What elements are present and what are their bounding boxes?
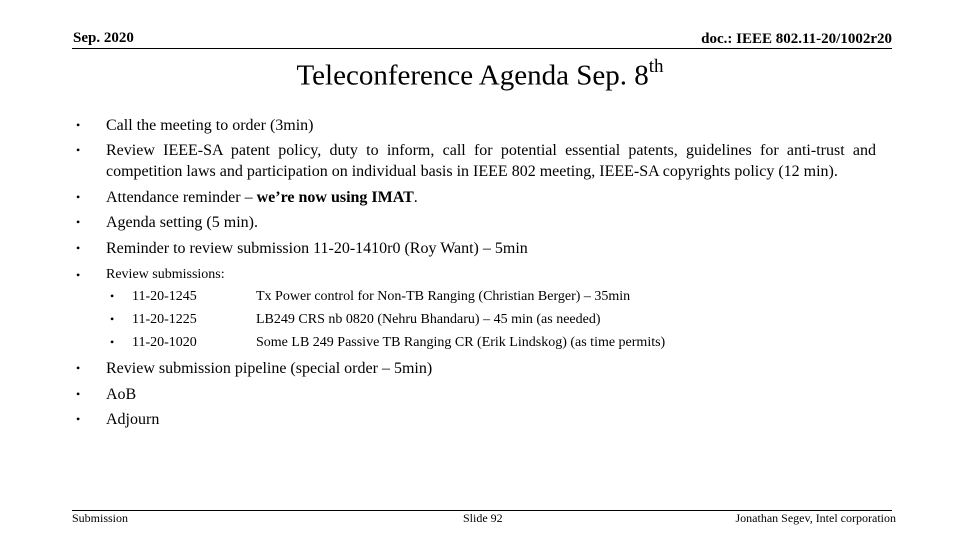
- agenda-item-text: Review submissions:: [106, 267, 225, 282]
- slide-title: [0, 58, 960, 93]
- agenda-item-text: AoB: [106, 385, 137, 403]
- agenda-item-text: Attendance reminder –: [106, 188, 257, 206]
- agenda-item-submissions: [76, 265, 876, 285]
- bullet-icon: •: [110, 312, 115, 326]
- footer-author: Jonathan Segev, Intel corporation: [735, 511, 896, 525]
- agenda-item-text: Agenda setting (5 min).: [106, 214, 258, 231]
- bullet-icon: •: [76, 361, 81, 375]
- bullet-icon: •: [76, 268, 81, 282]
- bullet-icon: •: [76, 386, 81, 401]
- submission-doc-number: 11-20-1225: [132, 312, 197, 327]
- submission-doc-number: 11-20-1020: [132, 335, 197, 350]
- bullet-icon: •: [110, 289, 115, 303]
- agenda-item: [76, 187, 876, 209]
- submission-description: LB249 CRS nb 0820 (Nehru Bhandaru) – 45 min (as needed): [256, 312, 601, 327]
- bullet-icon: •: [76, 240, 81, 255]
- footer-submission: Submission: [72, 511, 129, 525]
- bullet-icon: •: [76, 412, 81, 426]
- agenda-item: [76, 384, 876, 406]
- bullet-icon: •: [110, 335, 115, 349]
- agenda-item: [76, 358, 876, 380]
- agenda-item-suffix: .: [413, 188, 418, 206]
- header-divider: [72, 48, 892, 49]
- agenda-item-text: Reminder to review submission 11-20-1410r0 (Roy Want) – 5min: [106, 239, 528, 257]
- submission-row: [76, 331, 876, 354]
- submission-row: [76, 285, 876, 308]
- submission-row: [76, 308, 876, 331]
- agenda-item-text: Adjourn: [106, 411, 160, 428]
- footer-slide-number: Slide 92: [463, 511, 503, 525]
- slide-title-text: Teleconference Agenda Sep. 8: [296, 59, 649, 92]
- submission-doc-number: 11-20-1245: [132, 289, 197, 304]
- agenda-item: [76, 140, 876, 183]
- bullet-icon: •: [76, 142, 81, 157]
- agenda-item: [76, 409, 876, 431]
- bullet-icon: •: [76, 118, 81, 132]
- header-doc-number: doc.: IEEE 802.11-20/1002r20: [701, 31, 892, 47]
- agenda-item-text: Review submission pipeline (special order – 5min): [106, 360, 433, 377]
- bullet-icon: •: [76, 189, 81, 204]
- agenda-item-text: Review IEEE-SA patent policy, duty to inform, call for potential essential patents, guidelines for anti-trust and competition laws and participation on individual basis in IEEE 802 meeting, IEEE-SA copyrights policy (12 min).: [106, 141, 876, 180]
- submission-description: Tx Power control for Non-TB Ranging (Christian Berger) – 35min: [256, 289, 631, 304]
- bullet-icon: •: [76, 215, 81, 229]
- agenda-item-text: Call the meeting to order (3min): [106, 117, 314, 134]
- agenda-list: [76, 115, 876, 431]
- agenda-item: [76, 115, 876, 137]
- agenda-item: [76, 212, 876, 234]
- agenda-item: [76, 238, 876, 260]
- header-date: Sep. 2020: [73, 30, 134, 46]
- slide-title-suffix: th: [648, 56, 664, 77]
- submission-description: Some LB 249 Passive TB Ranging CR (Erik Lindskog) (as time permits): [256, 335, 666, 350]
- agenda-item-emphasis: we’re now using IMAT: [256, 188, 414, 206]
